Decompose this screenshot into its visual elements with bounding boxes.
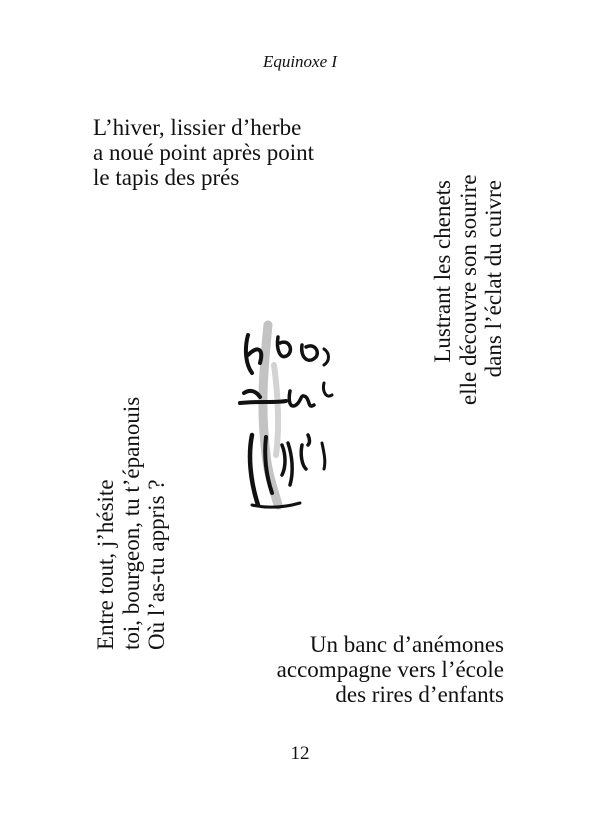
- stanza-line: toi, bourgeon, tu t’épanouis: [118, 396, 144, 650]
- stanza-left-vertical: [93, 350, 173, 650]
- stanza-line: L’hiver, lissier d’herbe: [93, 115, 302, 140]
- stanza-top: [93, 115, 314, 190]
- ink-stroke: [323, 383, 332, 396]
- poem-title: Equinoxe I: [262, 52, 338, 71]
- wash-stroke: [274, 365, 278, 455]
- ink-stroke: [289, 391, 314, 406]
- stanza-line: Où l’as-tu appris ?: [144, 479, 169, 650]
- ink-stroke: [246, 335, 261, 373]
- ink-stroke: [282, 443, 292, 485]
- stanza-line: des rires d’enfants: [335, 682, 504, 707]
- calligraphy-illustration: [230, 305, 350, 525]
- page-number: 12: [290, 743, 310, 764]
- ink-stroke: [322, 443, 325, 469]
- stanza-line: elle découvre son sourire: [455, 174, 481, 405]
- stanza-line: le tapis des prés: [93, 165, 240, 190]
- ink-stroke: [302, 345, 318, 360]
- stanza-line: dans l’éclat du cuivre: [481, 180, 506, 378]
- ink-stroke: [324, 349, 329, 365]
- stanza-line: accompagne vers l’école: [276, 657, 504, 682]
- stanza-line: Lustrant les chenets: [430, 180, 455, 363]
- ink-stroke: [301, 435, 309, 469]
- stanza-bottom: [277, 632, 504, 707]
- ink-stroke: [250, 435, 258, 505]
- stanza-line: a noué point après point: [93, 140, 315, 165]
- stanza-right-vertical: [430, 174, 510, 405]
- stanza-line: Entre tout, j’hésite: [93, 479, 118, 650]
- ink-stroke: [277, 337, 290, 357]
- stanza-line: Un banc d’anémones: [309, 632, 504, 657]
